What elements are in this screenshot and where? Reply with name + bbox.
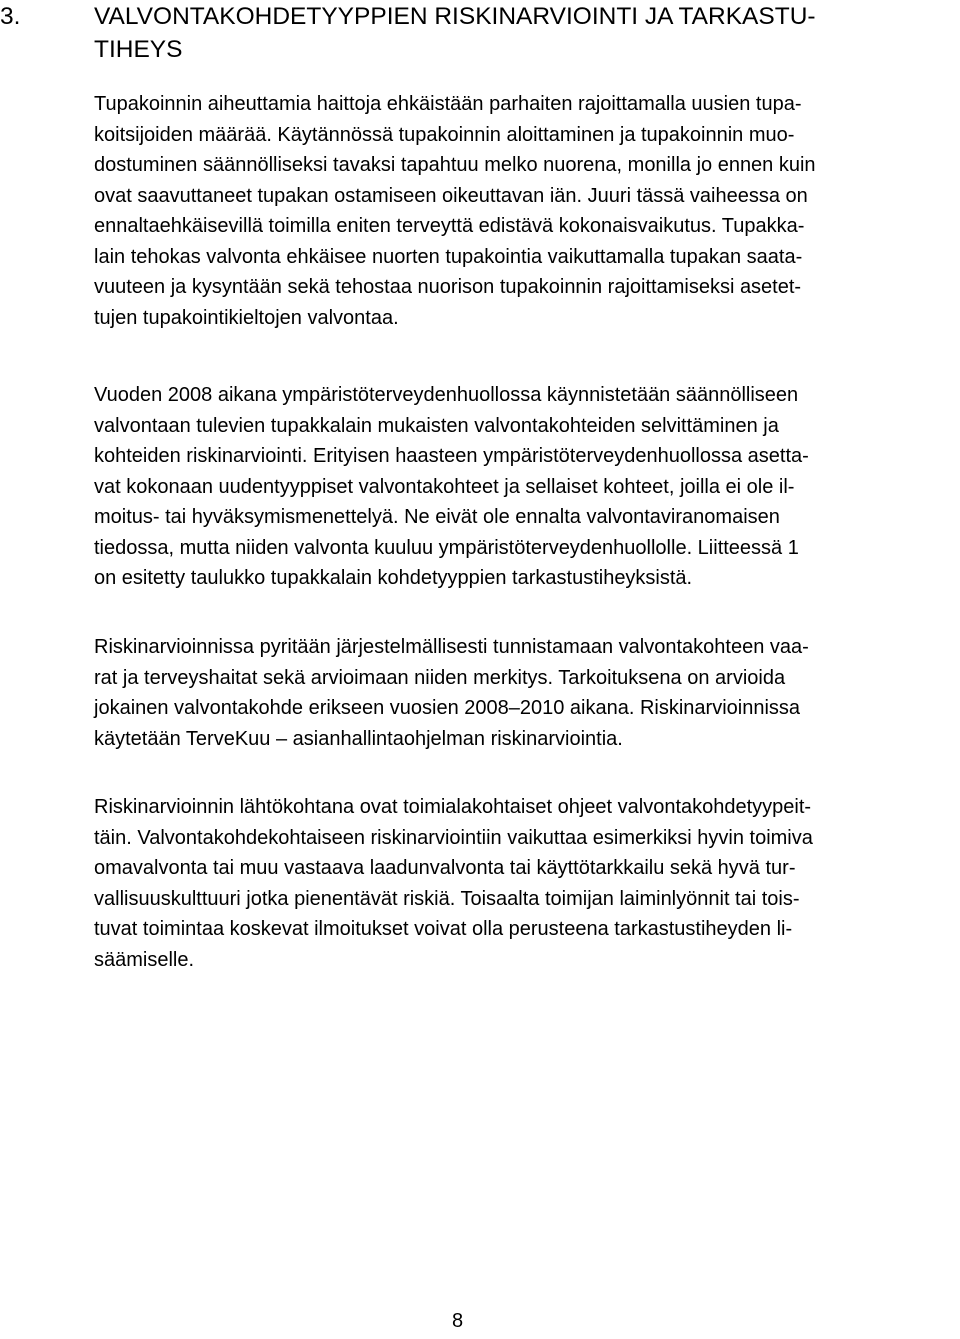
paragraph-line: lain tehokas valvonta ehkäisee nuorten tupakointia vaikuttamalla tupakan saata-	[94, 245, 803, 268]
paragraph-line: koitsijoiden määrää. Käytännössä tupakoinnin aloittaminen ja tupakoinnin muo-	[94, 123, 795, 146]
paragraph-line: ennaltaehkäisevillä toimilla eniten terveyttä edistävä kokonaisvaikutus. Tupakka-	[94, 215, 805, 237]
paragraph-tobacco-prevention	[94, 89, 954, 333]
paragraph-line: Riskinarvioinnin lähtökohtana ovat toimialakohtaiset ohjeet valvontakohdetyypeit-	[94, 796, 812, 818]
paragraph-line: rat ja terveyshaitat sekä arvioimaan niiden merkitys. Tarkoituksena on arvioida	[94, 666, 786, 689]
paragraph-risk-assessment	[94, 632, 954, 754]
paragraph-line: Tupakoinnin aiheuttamia haittoja ehkäistään parhaiten rajoittamalla uusien tupa-	[94, 93, 802, 115]
paragraph-line: säämiselle.	[94, 948, 195, 971]
paragraph-line: vallisuuskulttuuri jotka pienentävät riskiä. Toisaalta toimijan laiminlyönnit tai tois-	[94, 887, 800, 910]
paragraph-line: täin. Valvontakohdekohtaiseen riskinarviointiin vaikuttaa esimerkiksi hyvin toimiva	[94, 826, 813, 849]
paragraph-line: moitus- tai hyväksymismenettelyä. Ne eivät ole ennalta valvontaviranomaisen	[94, 506, 780, 528]
section-title-line: TIHEYS	[94, 36, 183, 63]
paragraph-line: jokainen valvontakohde erikseen vuosien 2008–2010 aikana. Riskinarvioinnissa	[94, 697, 801, 719]
paragraph-line: tiedossa, mutta niiden valvonta kuuluu ympäristöterveydenhuollolle. Liitteessä 1	[94, 536, 799, 559]
section-title	[94, 0, 949, 66]
section-title-line: VALVONTAKOHDETYYPPIEN RISKINARVIOINTI JA TARKASTU-	[94, 3, 816, 30]
paragraph-line: ovat saavuttaneet tupakan ostamiseen oikeuttavan iän. Juuri tässä vaiheessa on	[94, 184, 808, 207]
paragraph-2008-supervision	[94, 380, 954, 594]
paragraph-line: valvontaan tulevien tupakkalain mukaisten valvontakohteiden selvittäminen ja	[94, 414, 779, 437]
paragraph-line: kohteiden riskinarviointi. Erityisen haasteen ympäristöterveydenhuollossa asetta-	[94, 445, 809, 467]
paragraph-risk-basis	[94, 792, 954, 975]
paragraph-line: tujen tupakointikieltojen valvontaa.	[94, 306, 399, 329]
paragraph-line: tuvat toimintaa koskevat ilmoitukset voivat olla perusteena tarkastustiheyden li-	[94, 918, 793, 940]
paragraph-line: on esitetty taulukko tupakkalain kohdetyyppien tarkastustiheyksistä.	[94, 567, 693, 589]
section-number: 3.	[0, 3, 21, 30]
paragraph-line: dostuminen säännölliseksi tavaksi tapahtuu melko nuorena, monilla jo ennen kuin	[94, 154, 816, 176]
paragraph-line: vat kokonaan uudentyyppiset valvontakohteet ja sellaiset kohteet, joilla ei ole il-	[94, 475, 795, 498]
paragraph-line: vuuteen ja kysyntään sekä tehostaa nuorison tupakoinnin rajoittamiseksi asetet-	[94, 276, 802, 298]
paragraph-line: Vuoden 2008 aikana ympäristöterveydenhuollossa käynnistetään säännölliseen	[94, 384, 799, 406]
paragraph-line: omavalvonta tai muu vastaava laadunvalvonta tai käyttötarkkailu sekä hyvä tur-	[94, 857, 796, 879]
page-number: 8	[452, 1310, 464, 1332]
paragraph-line: käytetään TerveKuu – asianhallintaohjelman riskinarviointia.	[94, 727, 623, 750]
paragraph-line: Riskinarvioinnissa pyritään järjestelmällisesti tunnistamaan valvontakohteen vaa-	[94, 636, 809, 658]
